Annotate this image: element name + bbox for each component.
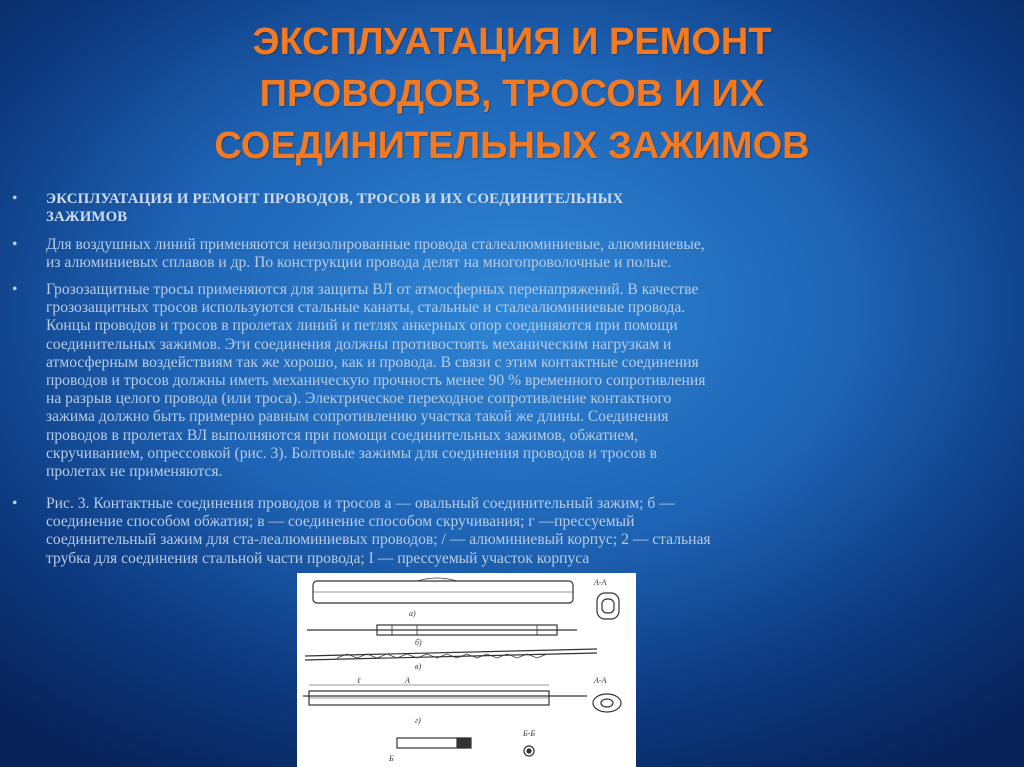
bullet-marker: • [12,281,18,298]
bullet-line: ЗАЖИМОВ [46,209,128,226]
section-round [593,694,621,712]
label-part-v: в) [415,662,422,671]
bullet-marker: • [12,190,18,207]
bullet-text [46,236,908,272]
drawing-lines [303,578,621,756]
bullet-line: грозозащитных тросов используются стальные канаты, стальные и сталеалюминиевые провода. [46,299,686,317]
bullet-line: проводов в пролетах ВЛ выполняются при помощи соединительных зажимов, обжатием, [46,426,639,444]
bullet-line: Концы проводов и тросов в пролетах линий и петлях анкерных опор соединяются при помощи [46,317,678,335]
bullet-marker: • [12,236,18,253]
bullet-line: трубка для соединения стальной части провода; I — прессуемый участок корпуса [46,549,590,567]
title-line-1: ЭКСПЛУАТАЦИЯ И РЕМОНТ [252,21,772,63]
label-part-g: г) [415,716,421,725]
bullet-line: Для воздушных линий применяются неизолированные провода сталеалюминиевые, алюминиевые, [46,236,705,253]
label-section-aa-right: А-А [594,676,607,685]
title-line-3: СОЕДИНИТЕЛЬНЫХ ЗАЖИМОВ [214,125,810,167]
bullet-line: соединение способом обжатия; в — соединение способом скручивания; г —прессуемый [46,513,635,531]
label-section-bb: Б-Б [523,729,536,738]
bullet-text [46,281,908,481]
bullet-text [46,495,908,568]
bullet-line: ЭКСПЛУАТАЦИЯ И РЕМОНТ ПРОВОДОВ, ТРОСОВ И ИХ СОЕДИНИТЕЛЬНЫХ [46,191,624,207]
bullet-line: пролетах не применяются. [46,463,223,481]
title-line-2: ПРОВОДОВ, ТРОСОВ И ИХ [259,73,765,115]
bullet-line: на разрыв целого провода (или троса). Электрическое переходное сопротивление контактного [46,390,672,408]
label-section-aa-top: А-А [594,578,607,587]
bullet-text [46,190,908,226]
bullet-line: проводов и тросов должны иметь механическую прочность менее 90 % временного сопротивления [46,372,706,390]
bullet-line: Рис. 3. Контактные соединения проводов и тросов а — овальный соединительный зажим; б — [46,495,675,512]
label-arrow-b: Б [389,754,394,763]
bullet-marker: • [12,495,18,512]
bullet-line: зажима должно быть примерно равным сопротивлению участка такой же длины. Соединения [46,408,669,426]
slide-title [60,16,964,172]
bullet-line: Грозозащитные тросы применяются для защиты ВЛ от атмосферных перенапряжений. В качестве [46,281,699,298]
section-oval [597,593,619,619]
bullet-line: соединительный зажим для ста-леалюминиевых проводов; / — алюминиевый корпус; 2 — стальная [46,531,711,549]
label-part-a: а) [409,609,416,618]
bullet-line: из алюминиевых сплавов и др. По конструкции провода делят на многопроволочные и полые. [46,254,672,272]
label-dim-l: ℓ [357,676,361,685]
connection-drawing [297,573,636,767]
label-part-b: б) [415,638,422,647]
bullet-line: соединительных зажимов. Эти соединения должны противостоять механическим нагрузкам и [46,335,672,353]
bullet-line: атмосферным воздействиям так же хорошо, как и провода. В связи с этим контактные соединения [46,353,699,371]
bullet-line: скручиванием, опрессовкой (рис. 3). Болтовые зажимы для соединения проводов и тросов в [46,444,658,462]
label-arrow-a: А [405,676,410,685]
connection-figure [297,573,636,767]
